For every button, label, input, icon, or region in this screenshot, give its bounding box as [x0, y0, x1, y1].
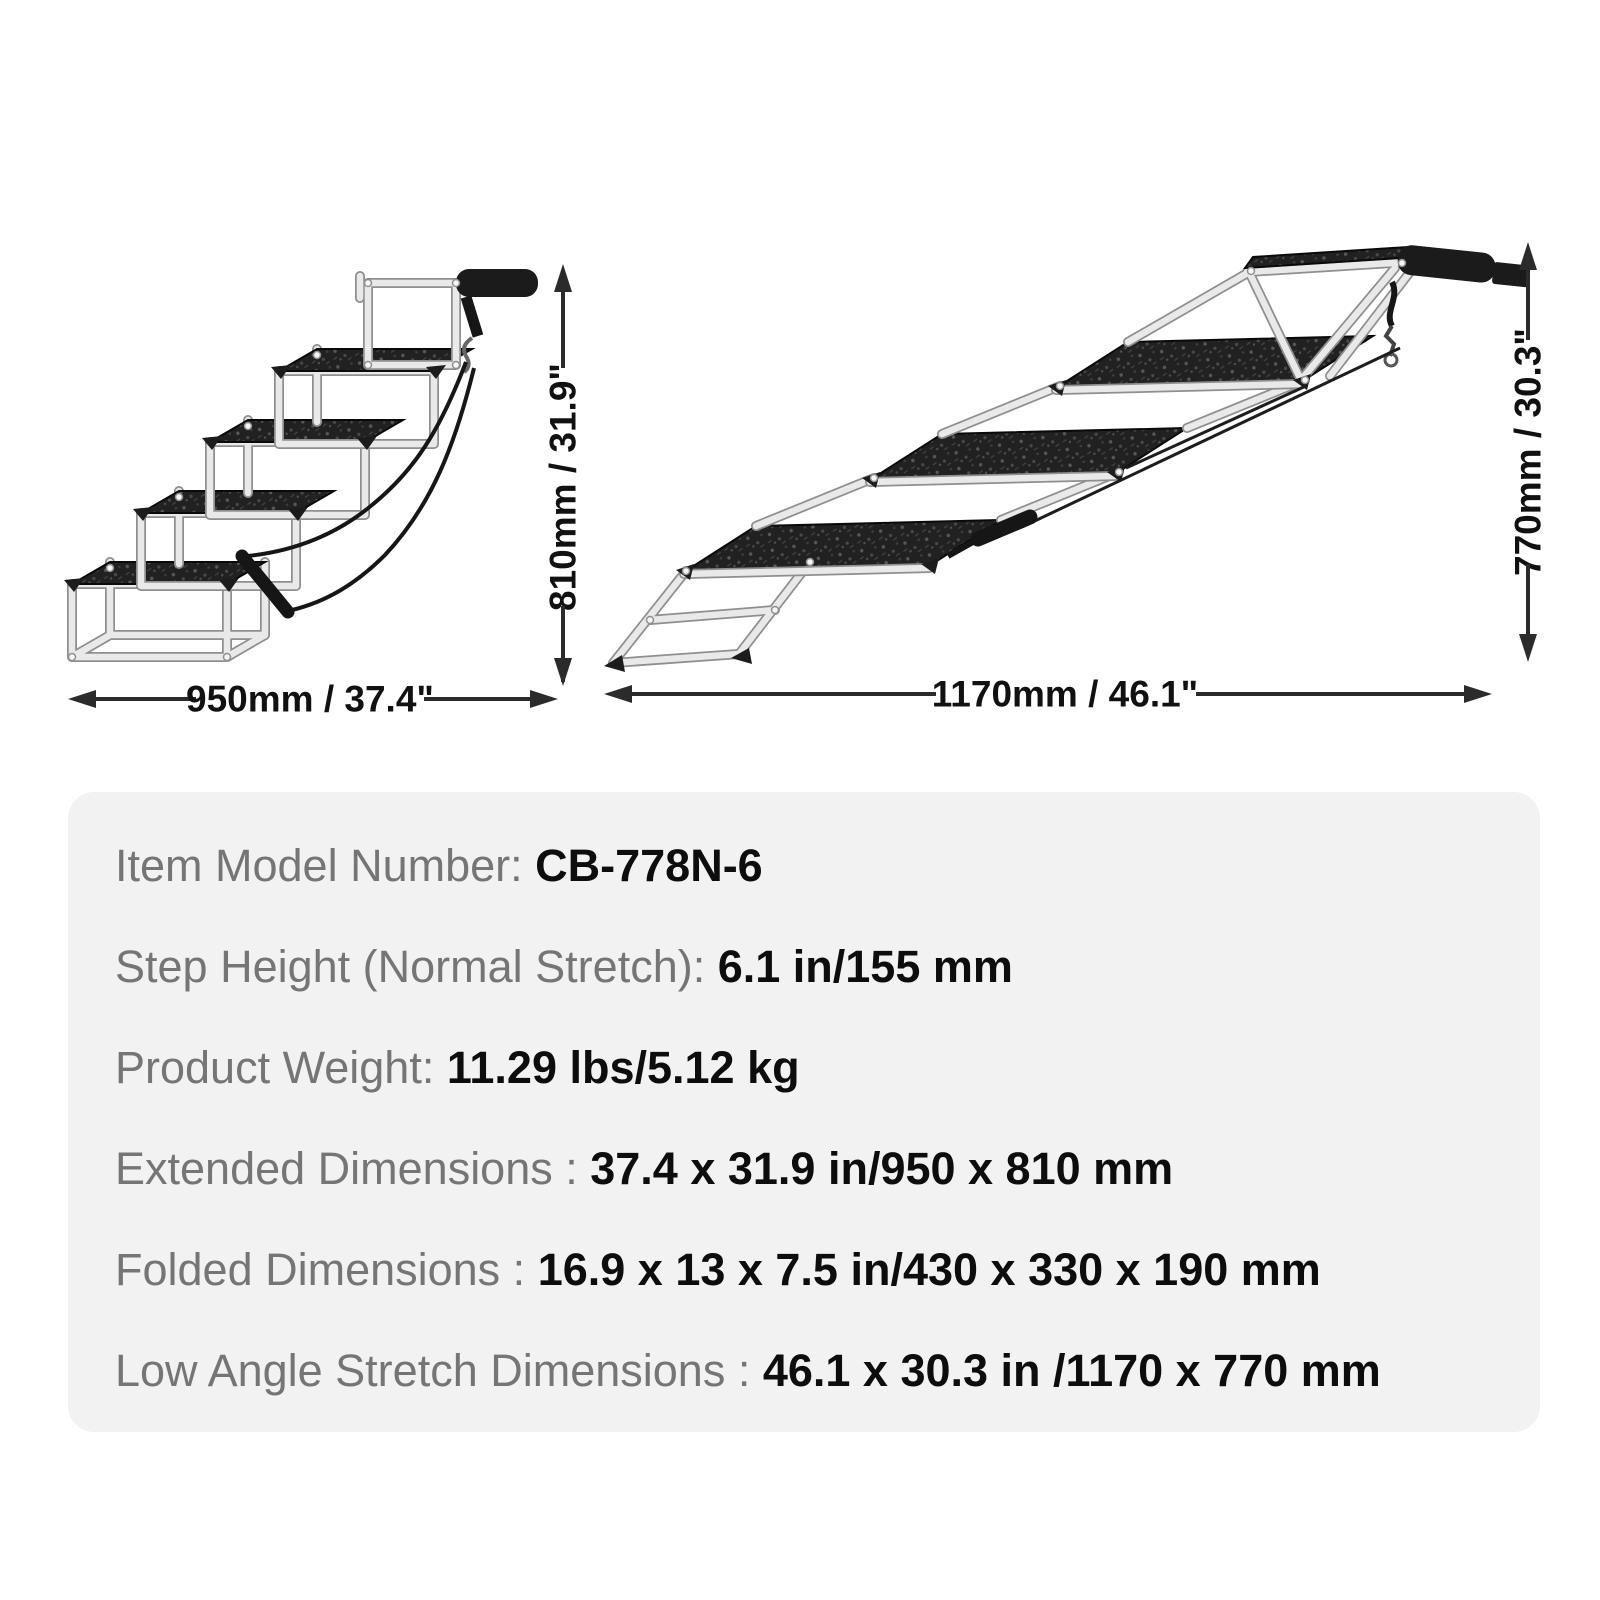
stair-tread [684, 520, 1001, 572]
spec-value: 11.29 lbs/5.12 kg [446, 1042, 800, 1093]
right-width-label: 1170mm / 46.1" [931, 673, 1199, 715]
spec-panel [68, 792, 1540, 1432]
right-height-dimension [1508, 242, 1549, 662]
left-width-label: 950mm / 37.4" [186, 678, 434, 720]
spec-label: Low Angle Stretch Dimensions : [115, 1345, 763, 1396]
spec-value: 46.1 x 30.3 in /1170 x 770 mm [762, 1345, 1381, 1396]
left-stairs-diagram [64, 264, 584, 720]
spec-label: Item Model Number: [115, 840, 536, 891]
carry-handle [1396, 244, 1530, 288]
spec-row-low-angle-dimensions [115, 1345, 1510, 1397]
spec-value: 37.4 x 31.9 in/950 x 810 mm [590, 1143, 1174, 1194]
spec-label: Extended Dimensions : [115, 1143, 591, 1194]
left-width-dimension [68, 679, 558, 720]
spec-value: 16.9 x 13 x 7.5 in/430 x 330 x 190 mm [537, 1244, 1321, 1295]
corner-brackets [64, 365, 446, 592]
stretched-frame [613, 247, 1410, 663]
spec-value: 6.1 in/155 mm [717, 941, 1013, 992]
spec-label: Product Weight: [115, 1042, 447, 1093]
right-stairs-diagram [604, 242, 1549, 715]
product-diagrams [0, 0, 1600, 740]
spec-label: Folded Dimensions : [115, 1244, 538, 1295]
right-height-label: 770mm / 30.3" [1507, 328, 1549, 576]
spec-label: Step Height (Normal Stretch): [115, 941, 718, 992]
spec-row-step-height [115, 941, 1510, 993]
spec-row-weight [115, 1042, 1510, 1094]
spec-row-extended-dimensions [115, 1143, 1510, 1195]
spec-row-model [115, 840, 1510, 892]
right-width-dimension [604, 674, 1492, 715]
left-height-dimension [543, 264, 584, 686]
spec-value: CB-778N-6 [535, 840, 763, 891]
carry-handle [456, 269, 538, 372]
left-height-label: 810mm / 31.9" [542, 363, 584, 611]
spec-row-folded-dimensions [115, 1244, 1510, 1296]
